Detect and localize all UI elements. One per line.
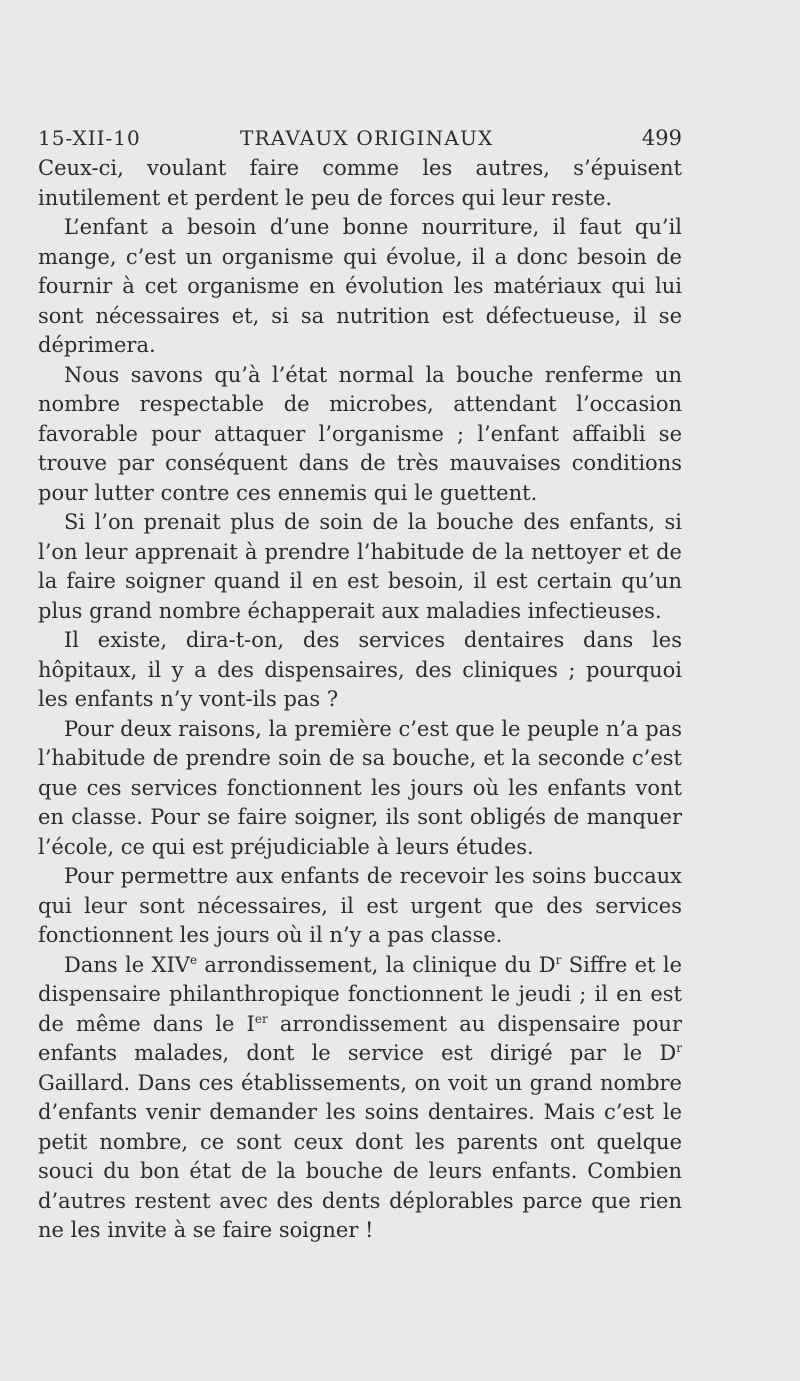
superscript-er: er — [254, 1011, 268, 1026]
superscript-r: r — [555, 952, 562, 967]
paragraph-7: Pour permettre aux enfants de recevoir les soins buccaux qui leur sont nécessaires, il est urgent que des services fonctionnent les jours où il n’y a pas classe. — [38, 864, 682, 947]
paragraph-2: L’enfant a besoin d’une bonne nourriture, il faut qu’il mange, c’est un organisme qui évolue, il a donc besoin de fournir à cet organisme en évolution les matériaux qui lui sont nécessaires et, si sa nutrition est défectueuse, il se déprimera. — [38, 215, 682, 357]
page-number: 499 — [641, 126, 682, 150]
paragraph-8-text-1: Dans le XIV — [64, 952, 190, 977]
header-date: 15-XII-10 — [38, 126, 141, 150]
header-section-title: TRAVAUX ORIGINAUX — [240, 126, 494, 150]
paragraph-5: Il existe, dira-t-on, des services dentaires dans les hôpitaux, il y a des dispensaires, des cliniques ; pourquoi les enfants n’y vont-ils pas ? — [38, 628, 682, 711]
body-text — [38, 154, 682, 1246]
paragraph-1: Ceux-ci, voulant faire comme les autres, s’épuisent inutilement et perdent le peu de forces qui leur reste. — [38, 156, 682, 210]
paragraph-8-text-3: Siffre et le dispensaire philanthropique fonctionnent le jeudi ; il en est de même dans le I — [38, 952, 682, 1036]
paragraph-6: Pour deux raisons, la première c’est que le peuple n’a pas l’habitude de prendre soin de sa bouche, et la seconde c’est que ces services fonctionnent les jours où les enfants vont en classe. Pour se faire soigner, ils sont obligés de manquer l’école, ce qui est préjudiciable à leurs études. — [38, 716, 682, 859]
running-header — [38, 124, 682, 152]
paragraph-3: Nous savons qu’à l’état normal la bouche renferme un nombre respectable de microbes, attendant l’occasion favorable pour attaquer l’organisme ; l’enfant affaibli se trouve par conséquent dans de très mauvaises conditions pour lutter contre ces ennemis qui le guettent. — [38, 362, 682, 505]
superscript-e: e — [189, 952, 198, 967]
paragraph-4: Si l’on prenait plus de soin de la bouche des enfants, si l’on leur apprenait à prendre l’habitude de la nettoyer et de la faire soigner quand il en est besoin, il est certain qu’un plus grand nombre échapperait aux maladies infectieuses. — [38, 510, 682, 623]
paragraph-8-text-2: arrondissement, la clinique du D — [197, 952, 556, 977]
paragraph-8-text-4: arrondissement au dispensaire pour enfants malades, dont le service est dirigé par le D — [38, 1011, 682, 1065]
superscript-r-2: r — [676, 1041, 682, 1055]
paragraph-8 — [38, 951, 682, 1246]
paragraph-8-text-5: Gaillard. Dans ces établissements, on voit un grand nombre d’enfants venir demander les soins dentaires. Mais c’est le petit nombre, ce sont ceux dont les parents ont quelque souci du bon état de la bouche de leurs enfants. Combien d’autres restent avec des dents déplorables parce que rien ne les invite à se faire soigner ! — [38, 1070, 682, 1242]
